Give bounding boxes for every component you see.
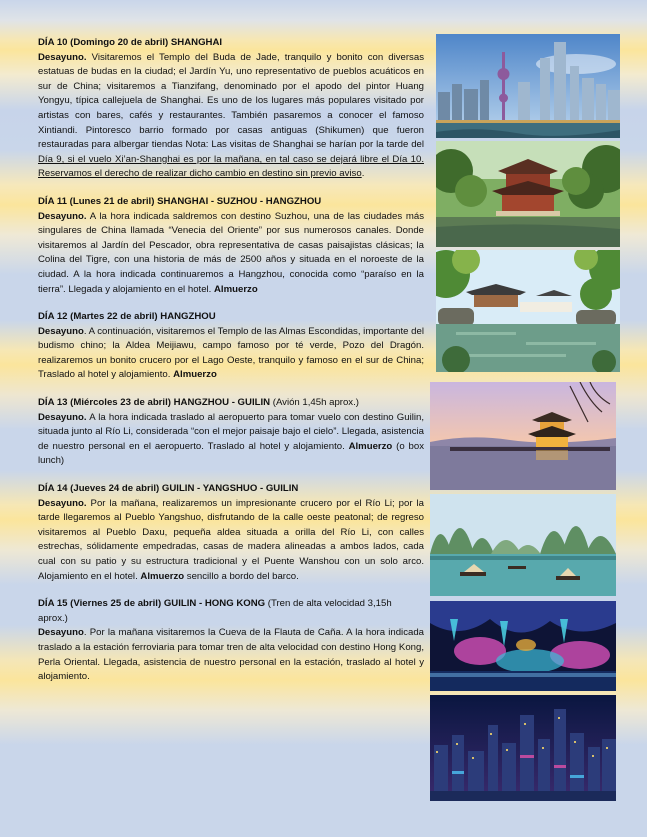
day-15-section xyxy=(38,597,424,685)
hong-kong-night-photo xyxy=(430,695,616,801)
day-10-body: Visitaremos el Templo del Buda de Jade, tranquilo y bonito con diversas estatuas de budas en la ciudad; el Jardín Yu, uno representativo de pueblos acuáticos en sur de China; visitaremos a Tianzifang, denominado por el apodo del pintor Huang Yongyu, típica callejuela de Shanghai. Es uno de los lugares más populares visitado por artistas con bares, cafés y restaurantes. También pasaremos a conocer el famoso Xintiandi. Pintoresco barrio formado por casas antiguas (Shikumen) que fueron restauradas para albergar tiendas Nota: Las visitas de Shanghai se harían por la tarde del xyxy=(38,51,424,151)
day-14-section xyxy=(38,482,424,584)
day-11-desayuno: Desayuno. xyxy=(38,210,87,222)
day-14-almuerzo: Almuerzo xyxy=(140,570,185,582)
day-14-tail: sencillo a bordo del barco. xyxy=(184,570,299,582)
day-15-body: . Por la mañana visitaremos la Cueva de la Flauta de Caña. A la hora indicada traslado a la estación ferroviaria para tomar tren de alta velocidad con destino Hong Kong, Perla Oriental. Llegada, asistencia de nuestro personal en la estación, traslado al hotel y alojamiento. xyxy=(38,627,424,683)
day-13-almuerzo: Almuerzo xyxy=(348,440,393,452)
day-15-title-line xyxy=(38,597,424,626)
suzhou-garden-photo xyxy=(436,250,620,372)
yu-garden-pavilion-photo xyxy=(436,141,620,247)
day-11-section xyxy=(38,195,424,297)
day-15-desayuno: Desayuno xyxy=(38,627,84,639)
li-river-karst-photo xyxy=(430,494,616,596)
day-13-tail: (o box lunch) xyxy=(38,440,424,467)
day-15-title-note: (Tren de alta velocidad 3,15h aprox.) xyxy=(38,598,392,624)
day-10-desayuno: Desayuno. xyxy=(38,51,87,63)
day-13-desayuno: Desayuno. xyxy=(38,411,87,423)
day-11-almuerzo: Almuerzo xyxy=(214,283,258,295)
day-15-title: DÍA 15 (Viernes 25 de abril) GUILIN - HONG KONG xyxy=(38,598,266,610)
day-11-body: A la hora indicada saldremos con destino Suzhou, una de las ciudades más singulares de China llamada “Venecia del Oriente” por sus numerosos canales. Donde visitaremos al Jardín del Pescador, obra representativa de casas paisajistas clásicas; la Colina del Tigre, con una historia de más de 2500 años y situada en el noroeste de la ciudad. A la hora indicada continuaremos a Hangzhou, conocida como “paraíso en la tierra”. Llegada y alojamiento en el hotel. xyxy=(38,210,424,295)
day-14-title: DÍA 14 (Jueves 24 de abril) GUILIN - YANGSHUO - GUILIN xyxy=(38,483,299,495)
day-12-title: DÍA 12 (Martes 22 de abril) HANGZHOU xyxy=(38,311,216,323)
west-lake-pavilion-photo xyxy=(430,382,616,490)
day-13-title-line xyxy=(38,396,424,411)
day-12-almuerzo: Almuerzo xyxy=(173,369,217,381)
shanghai-skyline-photo xyxy=(436,34,620,138)
day-13-body: A la hora indicada traslado al aeropuerto para tomar vuelo con destino Guilin, situada junto al Río Li, considerada “con el mejor paisaje bajo el cielo”. Llegada, asistencia de nuestro personal en el aeropuerto. Traslado al hotel y alojamiento. xyxy=(38,411,424,452)
day-10-section xyxy=(38,36,424,182)
day-11-title: DÍA 11 (Lunes 21 de abril) SHANGHAI - SUZHOU - HANGZHOU xyxy=(38,195,322,207)
day-10-title: DÍA 10 (Domingo 20 de abril) SHANGHAI xyxy=(38,37,223,48)
day-14-desayuno: Desayuno. xyxy=(38,497,87,509)
day-10-tail: . xyxy=(361,168,365,180)
reed-flute-cave-photo xyxy=(430,601,616,691)
day-13-section xyxy=(38,396,424,469)
day-10-note-underlined: Día 9, si el vuelo Xi’an-Shanghai es por la mañana, en tal caso se dejará libre el Día 10. Reservamos el derecho de realizar dicho cambio en destino sin previo aviso xyxy=(38,153,424,180)
day-12-desayuno: Desayuno xyxy=(38,325,84,337)
day-13-title: DÍA 13 (Miércoles 23 de abril) HANGZHOU - GUILIN xyxy=(38,397,271,409)
day-12-body: . A continuación, visitaremos el Templo de las Almas Escondidas, importante del budismo chino; la Aldea Meijiawu, campo famoso por té verde, Pozo del Dragón. realizaremos un bonito crucero por el Lago Oeste, tranquilo y famoso en el sur de China; Traslado al hotel y alojamiento. xyxy=(38,325,424,381)
day-14-body: Por la mañana, realizaremos un impresionante crucero por el Río Li; por la tarde llegaremos al Pueblo Yangshuo, disfrutando de la calle oeste peatonal; de regreso visitaremos al Pueblo Daxu, pequeña aldea situada a orilla del Río Li, con calles estrechas, sólidamente empedradas, casas de madera alineadas a ambos lados, cada cual con su patio y su estructura tradicional y el Puente Wanshou con un solo arco. Alojamiento en el hotel. xyxy=(38,497,424,582)
itinerary-text xyxy=(38,36,424,698)
day-13-title-note: (Avión 1,45h aprox.) xyxy=(270,397,359,409)
day-12-section xyxy=(38,310,424,383)
